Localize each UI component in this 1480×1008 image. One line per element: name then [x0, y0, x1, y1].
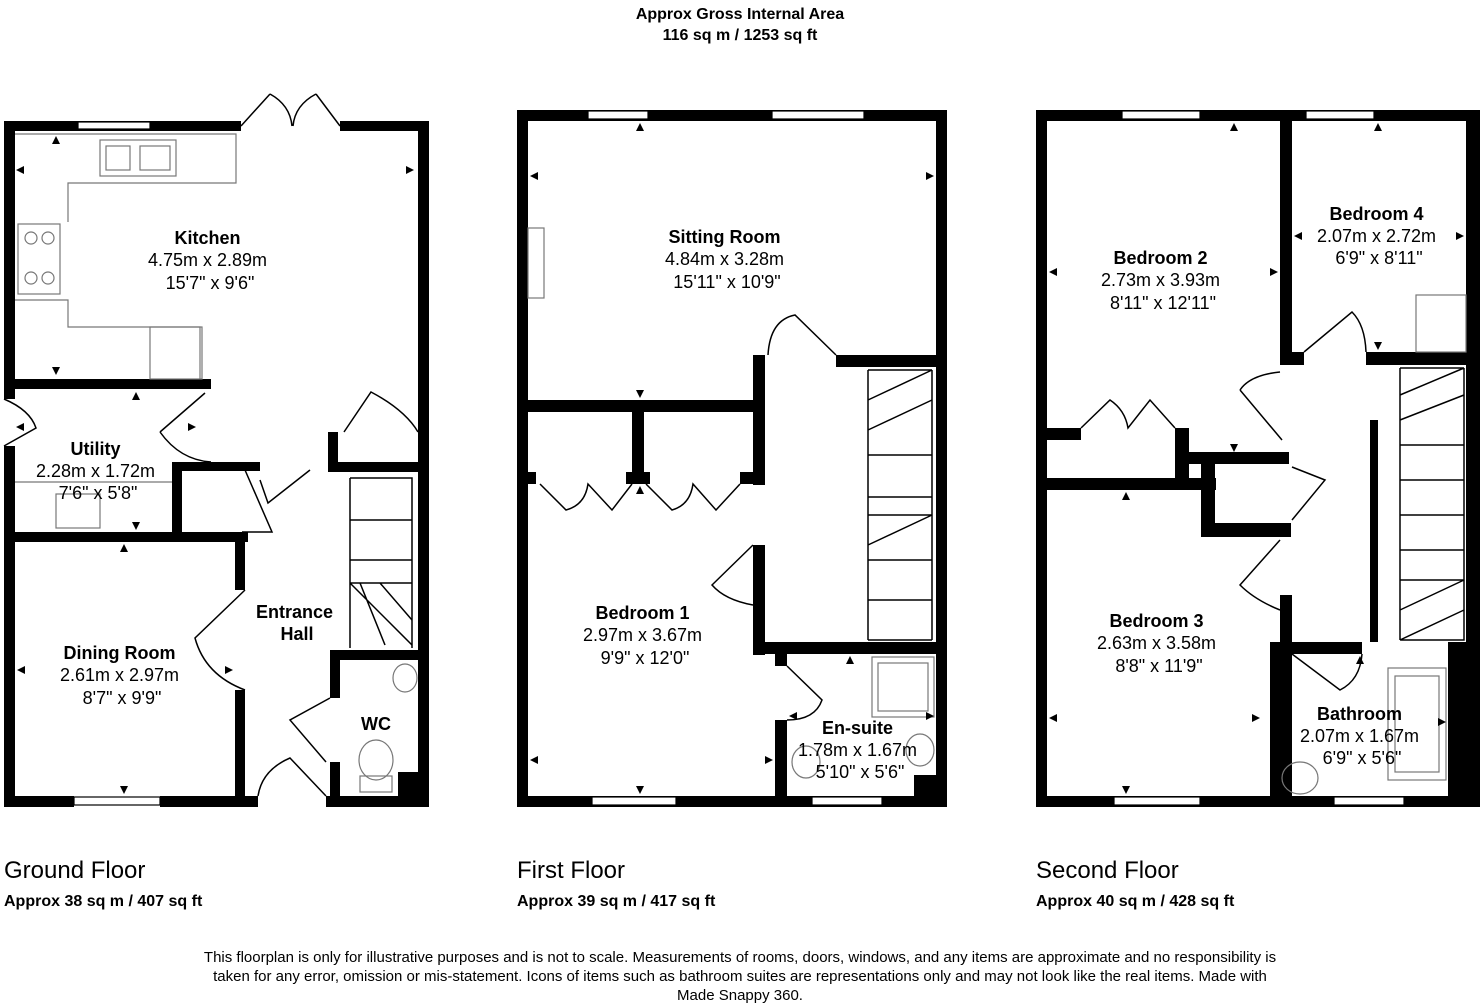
- ensuite-metric: 1.78m x 1.67m: [797, 740, 918, 760]
- kitchen-metric: 4.75m x 2.89m: [147, 250, 268, 270]
- ground-floor-area: Approx 38 sq m / 407 sq ft: [4, 893, 203, 910]
- bedroom1-imperial: 9'9" x 12'0": [600, 648, 690, 668]
- disclaimer-text: This floorplan is only for illustrative purposes and is not to scale. Measurements of rooms, doors, windows, and any items are approximate and no responsibility is taken for any error, omission or mis-statement. Icons of items such as bathroom suites are representations only and may not look like the real items. Made with Made Snappy 360.: [203, 949, 1277, 1004]
- second-floor-title: Second Floor: [1036, 857, 1179, 884]
- bedroom4-name: Bedroom 4: [1329, 204, 1424, 224]
- room-wc: [361, 714, 391, 734]
- room-dining: [60, 643, 184, 708]
- first-floor-area: Approx 39 sq m / 417 sq ft: [517, 893, 716, 910]
- dining-imperial: 8'7" x 9'9": [82, 688, 162, 708]
- bathroom-metric: 2.07m x 1.67m: [1299, 726, 1420, 746]
- utility-name: Utility: [70, 439, 121, 459]
- gross-area-value: 116 sq m / 1253 sq ft: [662, 27, 818, 44]
- bedroom1-name: Bedroom 1: [595, 603, 690, 623]
- bathroom-imperial: 6'9" x 5'6": [1322, 748, 1402, 768]
- bedroom3-metric: 2.63m x 3.58m: [1096, 633, 1217, 653]
- first-floor-plan: [517, 110, 947, 807]
- bedroom2-imperial: 8'11" x 12'11": [1109, 293, 1217, 313]
- kitchen-name: Kitchen: [174, 228, 241, 248]
- sitting-name: Sitting Room: [668, 227, 781, 247]
- room-entrance-hall: [256, 602, 338, 644]
- utility-metric: 2.28m x 1.72m: [35, 461, 156, 481]
- hall-name-line1: Entrance: [255, 602, 334, 622]
- gross-area-title: Approx Gross Internal Area: [635, 6, 845, 23]
- sitting-imperial: 15'11" x 10'9": [673, 272, 781, 292]
- bedroom4-metric: 2.07m x 2.72m: [1316, 226, 1437, 246]
- bedroom3-imperial: 8'8" x 11'9": [1115, 656, 1203, 676]
- bedroom4-imperial: 6'9" x 8'11": [1335, 248, 1423, 268]
- sitting-metric: 4.84m x 3.28m: [664, 249, 785, 269]
- bathroom-name: Bathroom: [1316, 704, 1402, 724]
- bedroom3-name: Bedroom 3: [1109, 611, 1204, 631]
- ground-floor-title: Ground Floor: [4, 857, 146, 884]
- ground-floor-plan: [4, 94, 429, 807]
- bedroom1-metric: 2.97m x 3.67m: [582, 625, 703, 645]
- utility-imperial: 7'6" x 5'8": [58, 483, 138, 503]
- room-bedroom-1: [583, 603, 707, 668]
- dining-name: Dining Room: [63, 643, 176, 663]
- second-floor-area: Approx 40 sq m / 428 sq ft: [1036, 893, 1235, 910]
- room-bedroom-3: [1097, 611, 1221, 676]
- bedroom2-metric: 2.73m x 3.93m: [1100, 270, 1221, 290]
- room-sitting: [665, 227, 789, 292]
- first-floor-title: First Floor: [517, 857, 625, 884]
- room-bedroom-2: [1101, 248, 1225, 313]
- room-kitchen: [148, 228, 272, 293]
- ensuite-imperial: 5'10" x 5'6": [815, 762, 905, 782]
- room-en-suite: [798, 718, 922, 782]
- room-utility: [36, 439, 160, 503]
- wc-name: WC: [361, 714, 391, 734]
- hall-name-line2: Hall: [280, 624, 314, 644]
- bedroom2-name: Bedroom 2: [1113, 248, 1208, 268]
- room-bathroom: [1300, 704, 1424, 768]
- room-bedroom-4: [1317, 204, 1441, 268]
- dining-metric: 2.61m x 2.97m: [59, 665, 180, 685]
- kitchen-imperial: 15'7" x 9'6": [165, 273, 255, 293]
- ensuite-name: En-suite: [821, 718, 893, 738]
